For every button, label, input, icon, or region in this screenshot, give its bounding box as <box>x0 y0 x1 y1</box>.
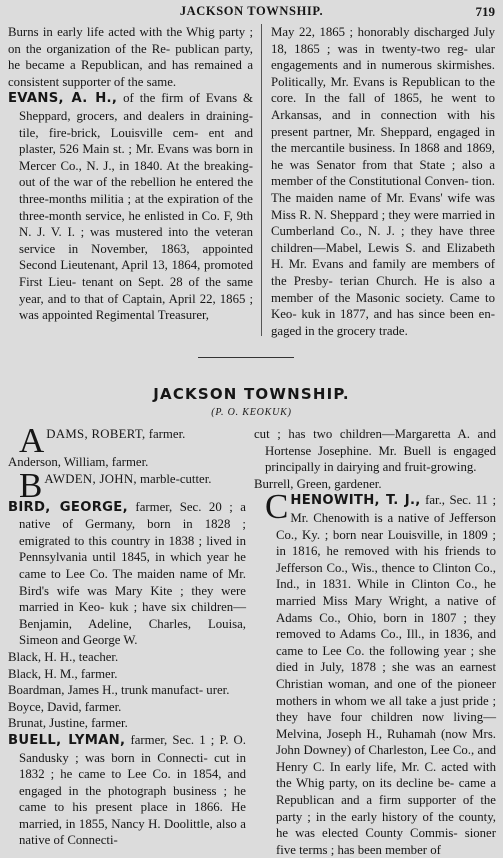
buell-entry <box>8 732 246 849</box>
bottom-right-column <box>254 426 496 858</box>
bird-entry <box>8 499 246 649</box>
chenoweth-name: HENOWITH, T. J., <box>290 493 421 509</box>
running-head-title: JACKSON TOWNSHIP. <box>179 4 324 18</box>
column-divider <box>261 24 262 336</box>
section-divider <box>198 357 294 358</box>
buell-name: BUELL, LYMAN, <box>8 732 126 748</box>
bawden-dropcap: B <box>19 465 43 505</box>
black-hm-entry: Black, H. M., farmer. <box>8 666 118 681</box>
burns-entry-continuation: Burns in early life acted with the Whig party ; on the organization of the Re- publican party, he became a Republican, and has remained a consistent supporter of the same. <box>8 25 253 89</box>
evans-text: of the firm of Evans & Sheppard, grocers, and dealers in draining-tile, fire-brick, Louisville cem- ent and plaster, 526 Main st. ; Mr. Evans was born in Mercer Co., N. J., in 1840. At the breaking-out of the war of the rebellion he entered the three-months militia ; at the expiration of the three-month service, he enlisted in Co. F, 9th N. J. V. I. ; was mustered into the veteran service in November, 1863, appointed Second Lieutenant, April 13, 1864, promoted First Lieu- tenant on Sept. 28 of the same year, and to that of Captain, April 22, 1865 ; was appointed Regimental Treasurer, <box>19 91 253 323</box>
boardman-entry: Boardman, James H., trunk manufact- urer. <box>8 683 230 698</box>
adams-text: farmer. <box>145 427 186 441</box>
burrell-entry: Burrell, Green, gardener. <box>254 476 382 491</box>
evans-entry-continuation: May 22, 1865 ; honorably discharged July 18, 1865 ; was in twenty-two reg- ular engagements and in numerous skirmishes. Politically, Mr. Evans is Republican to the core. In the fall of 1865, he went to Arkansas, and in connection with his present partner, Mr. Sheppard, engaged in the mercantile business. In 1868 and 1869, he was Senator from that State ; also a member of the Constitutional Conven- tion. The maiden name of Mr. Evans' wife was Miss R. N. Sheppard ; they were married in Cumberland Co., N. J. ; they have three children—Mabel, Lewis S. and Elizabeth H. Mr. Evans and family are members of the Presby- terian Church. He is also a member of the Masonic society. Came to Keo- kuk in 1877, and has since been en- gaged in the grocery trade. <box>271 25 495 338</box>
brunat-entry: Brunat, Justine, farmer. <box>8 716 128 731</box>
boyce-entry: Boyce, David, farmer. <box>8 699 122 714</box>
buell-text: farmer, Sec. 1 ; P. O. Sandusky ; was born in Connecti- cut in 1832 ; he came to Lee Co. in 1854, and engaged in the photograph business ; he came to his present place in 1866. He married, in 1855, Nancy H. Doolittle, also a native of Connecti- <box>19 732 246 848</box>
bottom-left-column <box>8 421 246 849</box>
bawden-entry <box>8 465 246 505</box>
running-head <box>0 4 503 20</box>
bird-text: farmer, Sec. 20 ; a native of Germany, born in 1828 ; emigrated to this country in 1838 ; lived in Pennsylvania until 1845, in which year he came to Lee Co. The maiden name of Mr. Bird's wife was Mary Kite ; they were married in Keo- kuk ; have six children—Benjamin, Adeline, Charles, Louisa, Simeon and George W. <box>19 499 246 648</box>
adams-dropcap: A <box>19 421 45 460</box>
section-subtitle: (P. O. KEOKUK) <box>211 407 292 418</box>
adams-name: DAMS, ROBERT, <box>46 427 146 441</box>
bawden-name: AWDEN, JOHN, <box>44 471 137 486</box>
evans-entry <box>8 90 253 323</box>
top-left-column <box>8 24 253 324</box>
buell-entry-continuation: cut ; has two children—Margaretta A. and Hortense Josephine. Mr. Buell is engaged principally in dairying and fruit-growing. <box>254 427 496 475</box>
evans-name: EVANS, A. H., <box>8 91 118 107</box>
black-hh-entry: Black, H. H., teacher. <box>8 649 119 664</box>
top-right-column <box>271 24 495 339</box>
anderson-entry: Anderson, William, farmer. <box>8 455 149 469</box>
chenoweth-dropcap: C <box>265 487 289 527</box>
bird-name: BIRD, GEORGE, <box>8 499 128 515</box>
bawden-text: marble-cutter. <box>136 471 212 486</box>
chenoweth-entry <box>254 487 496 858</box>
chenoweth-text: far., Sec. 11 ; Mr. Chenowith is a native of Jefferson Co., Ky. ; born near Louisville, in 1809 ; in 1816, he removed with his friends to Jefferson Co., Wis., thence to Clinton Co., Ind., in 1831. While in Clinton Co., he married Miss Mary Wright, a native of Adams Co., Ohio, born in 1807 ; they removed to Adams Co., Ill., in 1836, and came to Lee Co. the following year ; she died in July, 1878 ; she was an earnest Christian woman, and one of the pioneer mothers in whom we all take a just pride ; they have four children now living—Melvina, Joseph H., Ruhamah (now Mrs. John Downey) of Charleston, Lee Co., and Henry C. In early life, Mr. C. acted with the Whig party, on its decline be- came a Republican and a firm supporter of the party ; in the early history of the county, he was elected County Commis- sioner five terms ; has been member of <box>276 493 496 857</box>
section-title: JACKSON TOWNSHIP. <box>153 385 350 403</box>
page-number: 719 <box>475 4 495 19</box>
adams-entry <box>8 421 246 460</box>
